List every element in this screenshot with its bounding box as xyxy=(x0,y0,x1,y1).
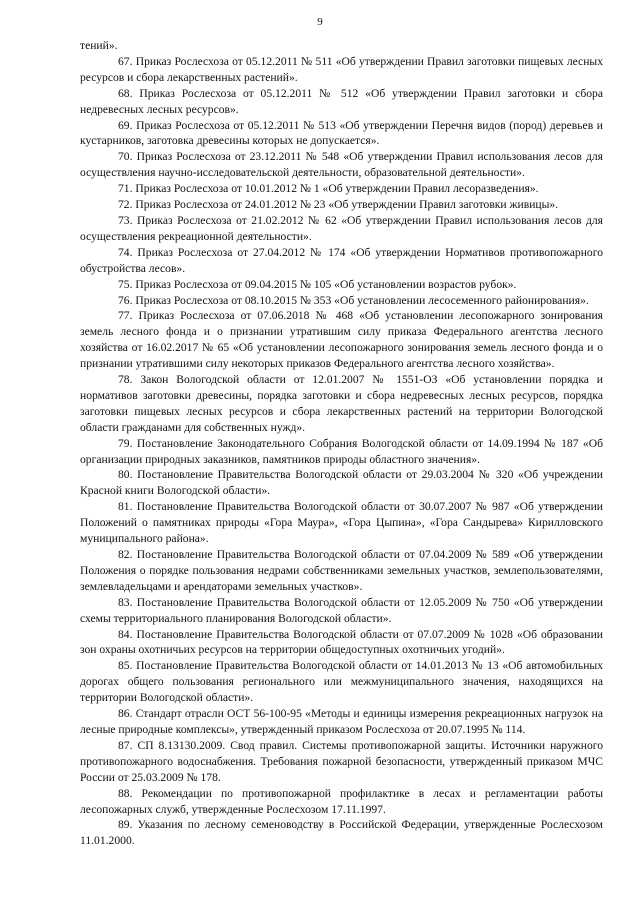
paragraph-item-86: 86. Стандарт отрасли ОСТ 56-100-95 «Методы и единицы измерения рекреационных нагрузок на лесные природные комплексы», утвержденный приказом Рослесхоза от 20.07.1995 № 114. xyxy=(80,707,603,736)
paragraph-item-67: 67. Приказ Рослесхоза от 05.12.2011 № 511 «Об утверждении Правил заготовки пищевых лесных ресурсов и сбора лекарственных растений». xyxy=(80,54,603,84)
paragraph-item-77: 77. Приказ Рослесхоза от 07.06.2018 № 468 «Об установлении лесопожарного зонирования земель лесного фонда и о признании утратившим силу приказа Федерального агентства лесного хозяйства от 16.02.2017 № 65 «Об установлении лесопожарного зонирования земель лесного фонда и о признании утратившими силу некоторых приказов Федерального агентства лесного хозяйства». xyxy=(80,309,603,371)
paragraph-item-83: 83. Постановление Правительства Вологодской области от 12.05.2009 № 750 «Об утверждении схемы территориального планирования Вологодской области». xyxy=(80,595,603,625)
document-body xyxy=(80,38,603,849)
paragraph-item-73: 73. Приказ Рослесхоза от 21.02.2012 № 62 «Об утверждении Правил использования лесов для осуществления рекреационной деятельности». xyxy=(80,213,603,243)
paragraph-item-82: 82. Постановление Правительства Вологодской области от 07.04.2009 № 589 «Об утверждении Положения о порядке пользования недрами собственниками земельных участков, землепользователями, землевладельцами и арендаторами земельных участков». xyxy=(80,548,603,593)
paragraph-item-79: 79. Постановление Законодательного Собрания Вологодской области от 14.09.1994 № 187 «Об организации природных заказников, памятников природы областного значения». xyxy=(80,436,603,466)
page-number: 9 xyxy=(317,16,323,28)
paragraph-item-80: 80. Постановление Правительства Вологодской области от 29.03.2004 № 320 «Об учреждении Красной книги Вологодской области». xyxy=(80,468,603,498)
paragraph-item-69: 69. Приказ Рослесхоза от 05.12.2011 № 513 «Об утверждении Перечня видов (пород) деревьев и кустарников, заготовка древесины которых не допускается». xyxy=(80,118,603,148)
paragraph-item-70: 70. Приказ Рослесхоза от 23.12.2011 № 548 «Об утверждении Правил использования лесов для осуществления научно-исследовательской деятельности, образовательной деятельности». xyxy=(80,150,603,180)
paragraph-item-76: 76. Приказ Рослесхоза от 08.10.2015 № 353 «Об установлении лесосеменного районирования». xyxy=(118,293,589,307)
paragraph-item-88: 88. Рекомендации по противопожарной профилактике в лесах и регламентации работы лесопожарных служб, утвержденные Рослесхозом 17.11.1997. xyxy=(80,786,603,816)
paragraph-item-68: 68. Приказ Рослесхоза от 05.12.2011 № 512 «Об утверждении Правил заготовки и сбора недревесных лесных ресурсов». xyxy=(80,86,603,116)
paragraph-item-71: 71. Приказ Рослесхоза от 10.01.2012 № 1 «Об утверждении Правил лесоразведения». xyxy=(118,182,539,196)
paragraph-continuation: тений». xyxy=(80,39,118,52)
paragraph-item-78: 78. Закон Вологодской области от 12.01.2007 № 1551-ОЗ «Об установлении порядка и нормативов заготовки древесины, порядка заготовки и сбора недревесных лесных ресурсов, порядка заготовки пищевых лесных ресурсов и сбора лекарственных растений на территории Вологодской области гражданами для собственных нужд». xyxy=(80,373,603,434)
paragraph-item-89: 89. Указания по лесному семеноводству в Российской Федерации, утвержденные Рослесхозом 11.01.2000. xyxy=(80,818,603,848)
paragraph-item-75: 75. Приказ Рослесхоза от 09.04.2015 № 105 «Об установлении возрастов рубок». xyxy=(118,277,517,291)
paragraph-item-81: 81. Постановление Правительства Вологодской области от 30.07.2007 № 987 «Об утверждении Положений о памятниках природы «Гора Маура», «Гора Цыпина», «Гора Сандырева» Кирилловского муниципального района». xyxy=(80,500,603,546)
paragraph-item-72: 72. Приказ Рослесхоза от 24.01.2012 № 23 «Об утверждении Правил заготовки живицы». xyxy=(118,198,559,212)
paragraph-item-87: 87. СП 8.13130.2009. Свод правил. Системы противопожарной защиты. Источники наружного противопожарного водоснабжения. Требования пожарной безопасности, утвержденный приказом МЧС России от 25.03.2009 № 178. xyxy=(80,738,603,784)
paragraph-item-84: 84. Постановление Правительства Вологодской области от 07.07.2009 № 1028 «Об образовании зон охраны охотничьих ресурсов на территории общедоступных охотничьих угодий». xyxy=(80,627,603,657)
paragraph-item-74: 74. Приказ Рослесхоза от 27.04.2012 № 174 «Об утверждении Нормативов противопожарного обустройства лесов». xyxy=(80,245,603,275)
paragraph-item-85: 85. Постановление Правительства Вологодской области от 14.01.2013 № 13 «Об автомобильных дорогах общего пользования регионального или межмуниципального значения, находящихся на территории Вологодской области». xyxy=(80,659,603,705)
